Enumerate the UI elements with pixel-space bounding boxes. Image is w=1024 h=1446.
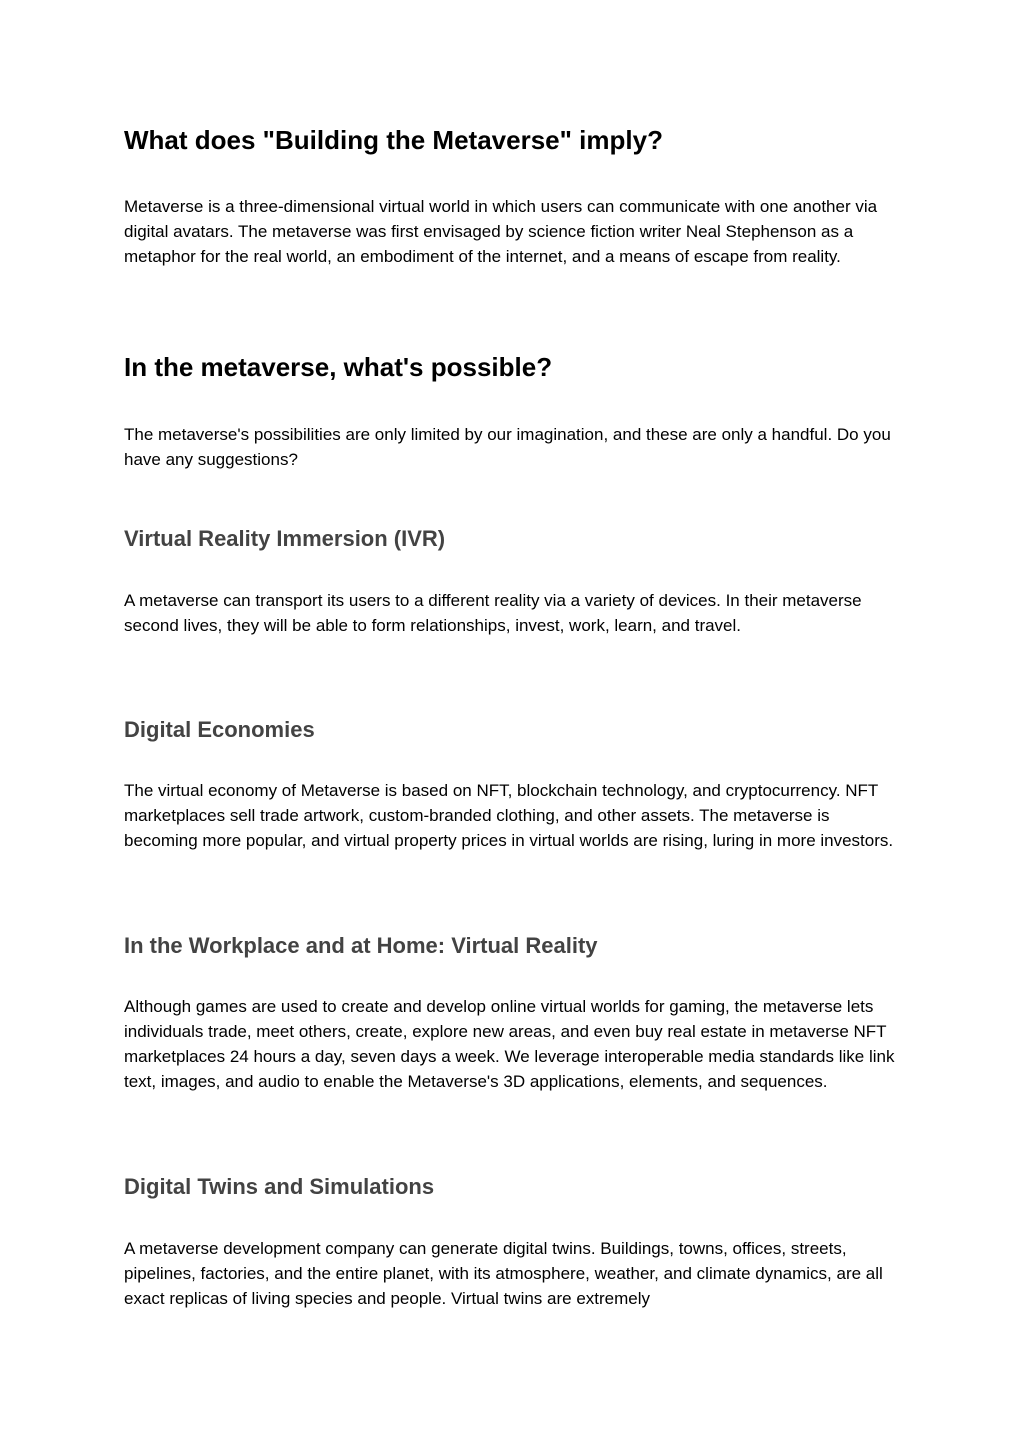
subheading-digital-twins: Digital Twins and Simulations <box>124 1174 435 1199</box>
paragraph-workplace-home: Although games are used to create and develop online virtual worlds for gaming, the metaverse lets individuals trade, meet others, create, explore new areas, and even buy real estate in metaverse NFT marketplaces 24 hours a day, seven days a week. We leverage interoperable media standards like link text, images, and audio to enable the Metaverse's 3D applications, elements, and sequences. <box>124 997 895 1091</box>
heading-whats-possible: In the metaverse, what's possible? <box>124 352 553 382</box>
paragraph-metaverse-definition: Metaverse is a three-dimensional virtual world in which users can communicate with one another via digital avatars. The metaverse was first envisaged by science fiction writer Neal Stephenson as a metaphor for the real world, an embodiment of the internet, and a means of escape from reality. <box>124 197 878 266</box>
paragraph-virtual-reality-immersion: A metaverse can transport its users to a different reality via a variety of devices. In their metaverse second lives, they will be able to form relationships, invest, work, learn, and travel. <box>124 591 862 635</box>
subheading-workplace-home: In the Workplace and at Home: Virtual Reality <box>124 933 598 958</box>
paragraph-digital-twins: A metaverse development company can generate digital twins. Buildings, towns, offices, streets, pipelines, factories, and the entire planet, with its atmosphere, weather, and climate dynamics, are all exact replicas of living species and people. Virtual twins are extremely <box>124 1239 883 1308</box>
subheading-virtual-reality-immersion: Virtual Reality Immersion (IVR) <box>124 526 446 551</box>
heading-building-metaverse: What does "Building the Metaverse" imply? <box>124 125 663 155</box>
paragraph-possibilities: The metaverse's possibilities are only limited by our imagination, and these are only a handful. Do you have any suggestions? <box>124 425 891 469</box>
paragraph-digital-economies: The virtual economy of Metaverse is based on NFT, blockchain technology, and cryptocurrency. NFT marketplaces sell trade artwork, custom-branded clothing, and other assets. The metaverse is becoming more popular, and virtual property prices in virtual worlds are rising, luring in more investors. <box>124 781 894 850</box>
subheading-digital-economies: Digital Economies <box>124 717 315 742</box>
